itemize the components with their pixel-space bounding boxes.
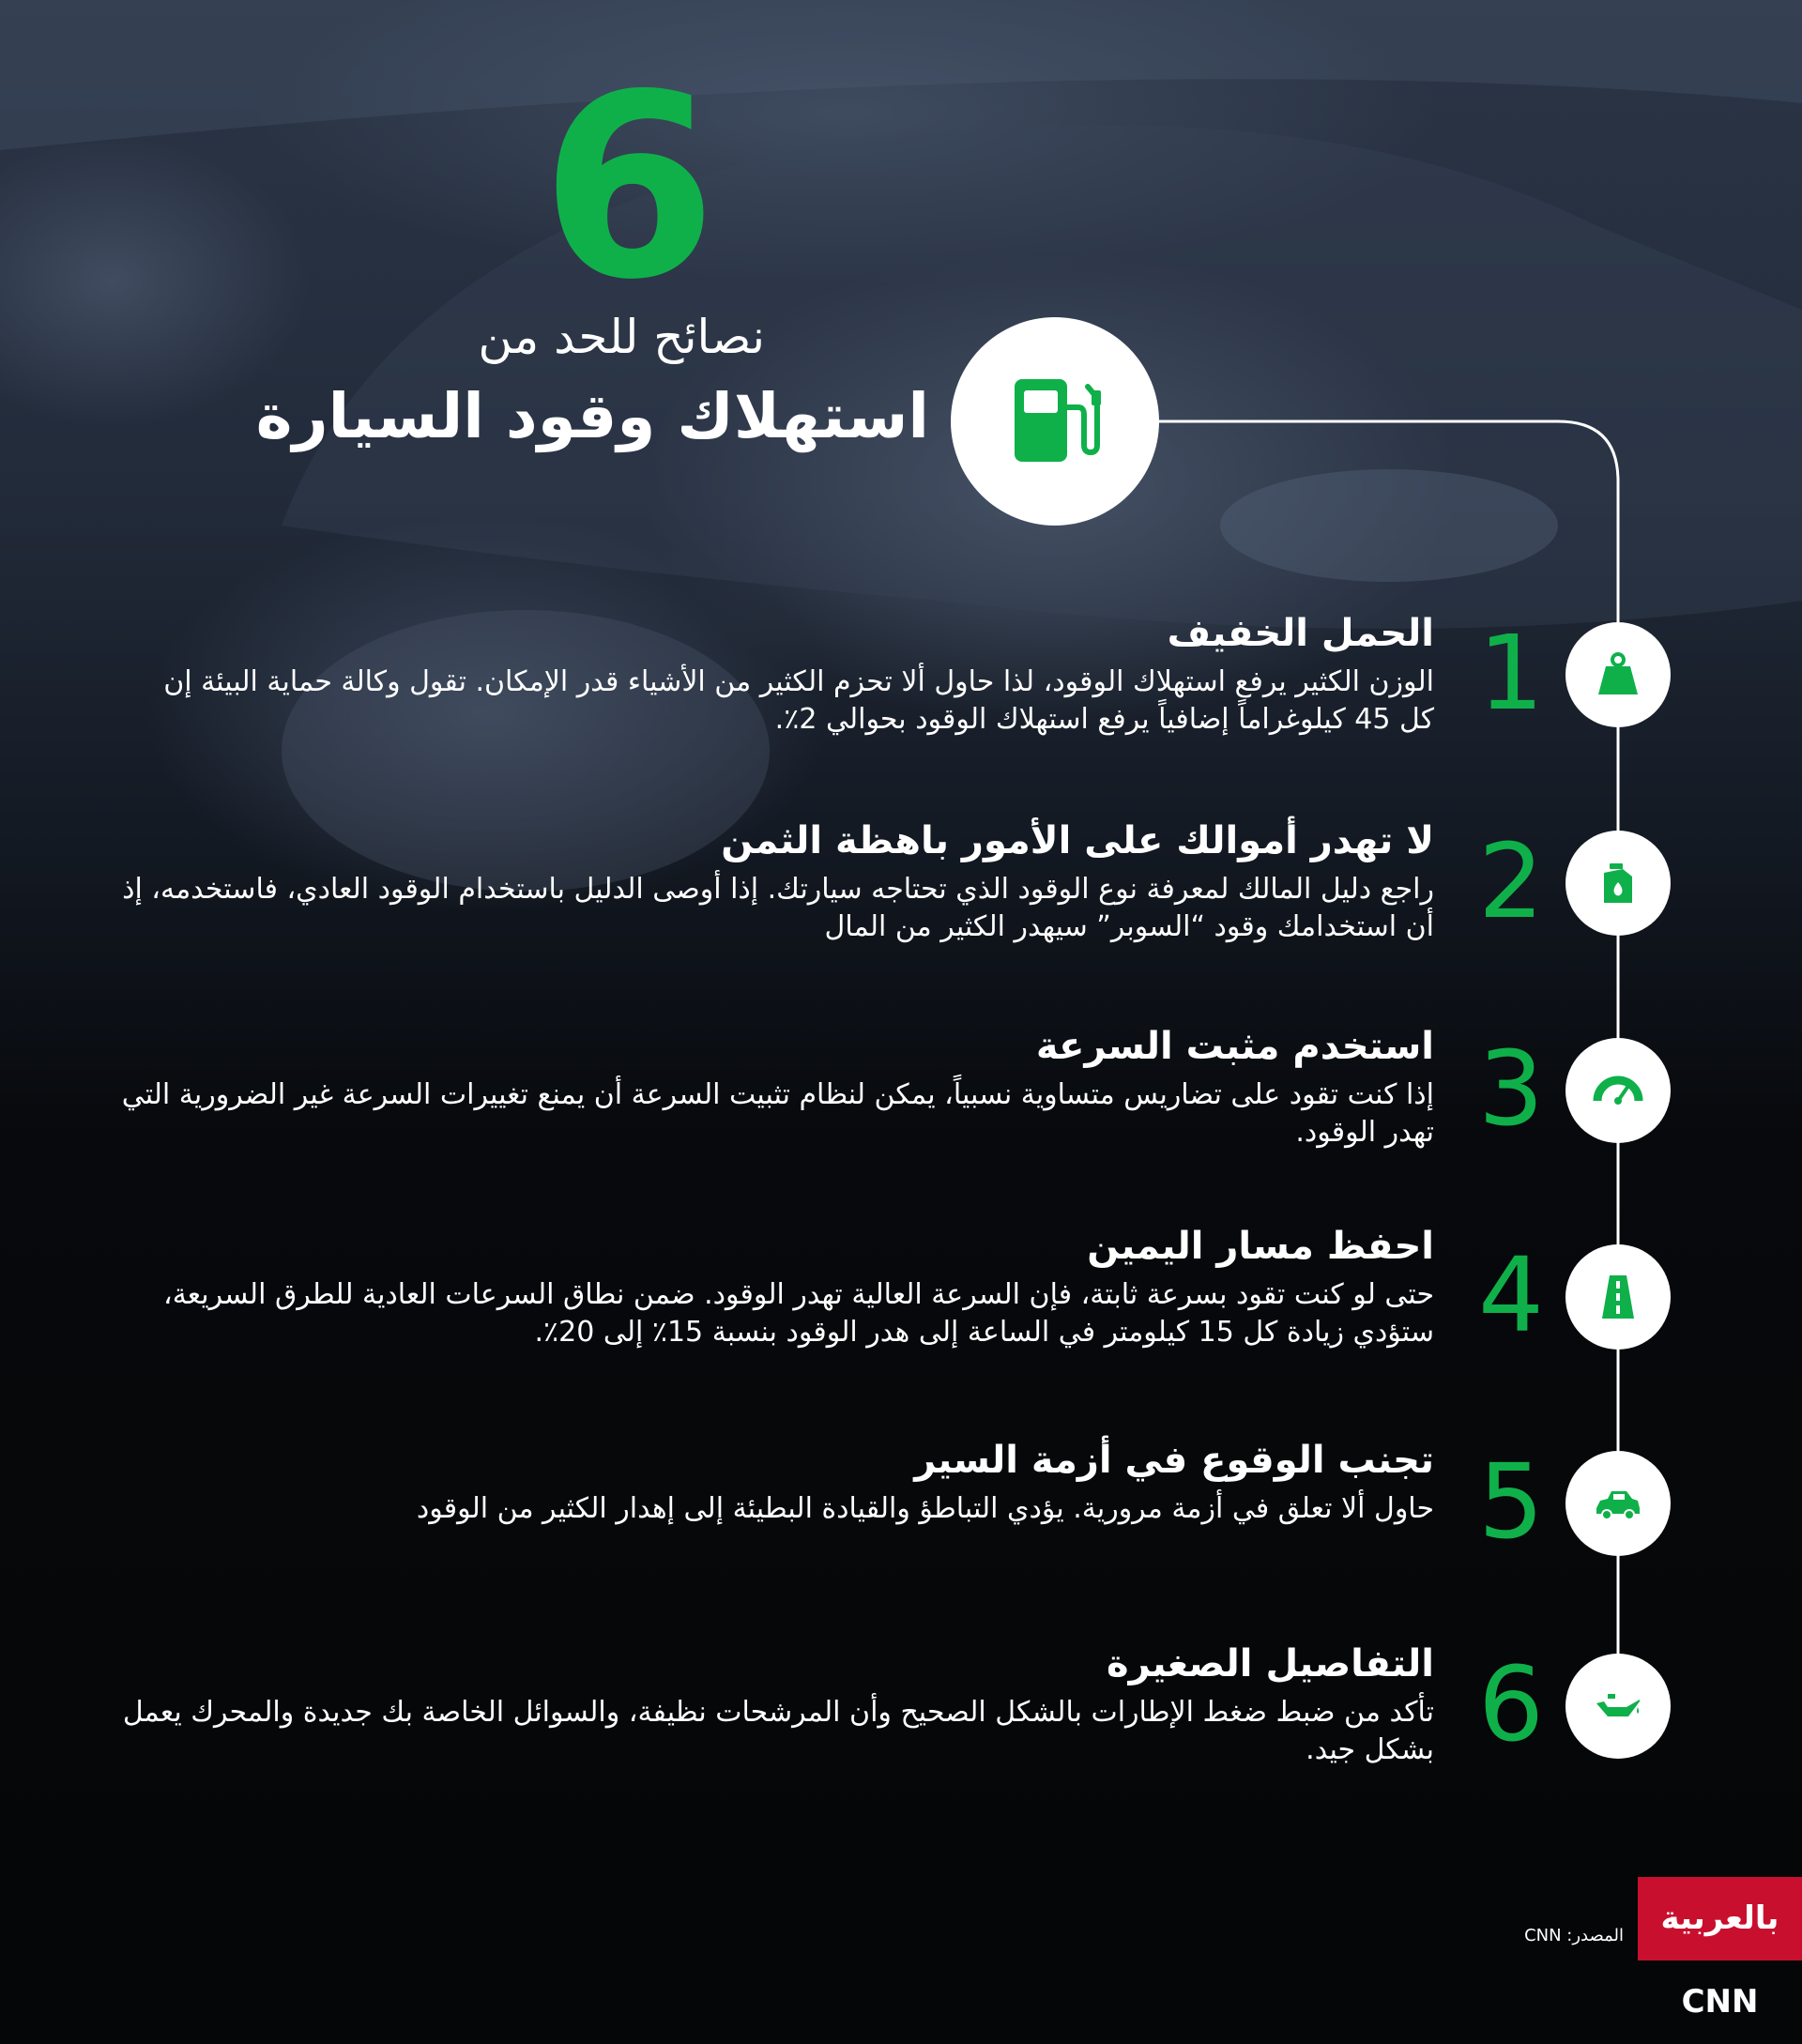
road-icon (1595, 1274, 1642, 1320)
tip-5-title: تجنب الوقوع في أزمة السير (914, 1439, 1434, 1482)
tip-1-text: الوزن الكثير يرفع استهلاك الوقود، لذا حاول ألا تحزم الكثير من الأشياء قدر الإمكان. تقول وكالة حماية البيئة إن كل 45 كيلوغراماً إضافياً يرفع استهلاك الوقود بحوالي 2٪. (163, 665, 1434, 736)
tip-5-icon-badge (1565, 1451, 1671, 1556)
weight-icon (1595, 651, 1642, 698)
tip-5-text: حاول ألا تعلق في أزمة مرورية. يؤدي التباطؤ والقيادة البطيئة إلى إهدار الكثير من الوقود (416, 1492, 1434, 1525)
tip-5-number: 5 (1478, 1441, 1544, 1562)
tip-6-icon-badge (1565, 1654, 1671, 1759)
fuel-pump-icon (1003, 370, 1107, 473)
tip-2-text: راجع دليل المالك لمعرفة نوع الوقود الذي تحتاجه سيارتك. إذا أوصى الدليل باستخدام الوقود العادي، فاستخدمه، إذ أن استخدامك وقود “السوبر” سيهدر الكثير من المال (122, 873, 1434, 943)
tip-4-title: احفظ مسار اليمين (1087, 1225, 1434, 1268)
tip-6-number: 6 (1478, 1644, 1544, 1764)
tip-1-title: الحمل الخفيف (1167, 612, 1434, 655)
tip-3-number: 3 (1478, 1029, 1544, 1149)
source-credit: المصدر: CNN (1524, 1926, 1624, 1945)
big-number: 6 (541, 39, 717, 335)
fuel-pump-badge (951, 317, 1159, 526)
oil-can-icon (1595, 1683, 1642, 1730)
tip-3-title: استخدم مثبت السرعة (1035, 1025, 1434, 1068)
tip-6-title: التفاصيل الصغيرة (1106, 1642, 1434, 1686)
cnn-arabic-logo (1638, 1877, 1802, 2021)
tip-1-number: 1 (1478, 613, 1544, 733)
logo-text: بالعربية CNN (1660, 1899, 1779, 2021)
tip-3-text: إذا كنت تقود على تضاريس متساوية نسبياً، يمكن لنظام تثبيت السرعة أن يمنع تغييرات السرعة غير الضرورية التي تهدر الوقود. (121, 1078, 1434, 1149)
tip-2-number: 2 (1478, 821, 1544, 941)
speedometer-icon (1595, 1067, 1642, 1114)
fuel-can-icon (1595, 860, 1642, 907)
tip-4-icon-badge (1565, 1244, 1671, 1350)
subtitle: نصائح للحد من (478, 310, 765, 364)
tip-4-number: 4 (1478, 1235, 1544, 1355)
tip-4-text: حتى لو كنت تقود بسرعة ثابتة، فإن السرعة العالية تهدر الوقود. ضمن نطاق السرعات العادية للطرق السريعة، ستؤدي زيادة كل 15 كيلومتر في الساعة إلى هدر الوقود بنسبة 15٪ إلى 20٪. (163, 1278, 1434, 1349)
tip-6-text: تأكد من ضبط ضغط الإطارات بالشكل الصحيح وأن المرشحات نظيفة، والسوائل الخاصة بك جديدة والمحرك يعمل بشكل جيد. (122, 1696, 1434, 1766)
page-title: استهلاك وقود السيارة (255, 380, 929, 452)
car-icon (1595, 1480, 1642, 1527)
tip-2-title: لا تهدر أموالك على الأمور باهظة الثمن (721, 819, 1434, 862)
tip-3-icon-badge (1565, 1038, 1671, 1143)
tip-2-icon-badge (1565, 831, 1671, 936)
tip-1-icon-badge (1565, 622, 1671, 727)
